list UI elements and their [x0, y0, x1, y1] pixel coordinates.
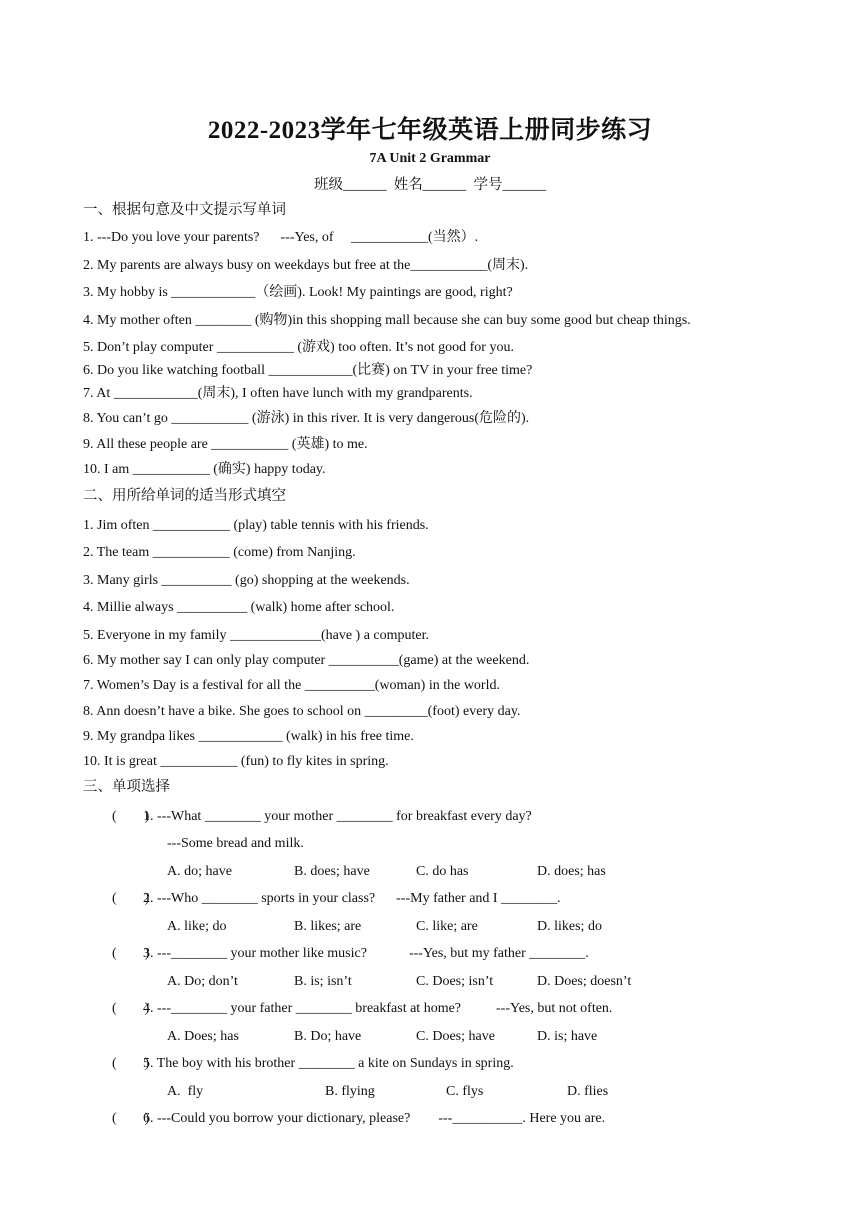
mc-option: C. flys: [446, 1084, 484, 1099]
answer-paren: ( ): [112, 1056, 150, 1071]
section1-item-1: 1. ---Do you love your parents? ---Yes, of ___________(当然）.: [83, 230, 479, 245]
section2-item-6: 6. My mother say I can only play computer __________(game) at the weekend.: [83, 653, 530, 668]
section1-item-7: 7. At ____________(周末), I often have lunch with my grandparents.: [83, 386, 473, 401]
section2-item-3: 3. Many girls __________ (go) shopping at the weekends.: [83, 573, 410, 588]
section2-item-10: 10. It is great ___________ (fun) to fly kites in spring.: [83, 754, 389, 769]
section1-item-2: 2. My parents are always busy on weekdays but free at the___________(周末).: [83, 258, 529, 273]
mc-option: D. flies: [567, 1084, 609, 1099]
mc-question-5: 5. The boy with his brother ________ a kite on Sundays in spring.: [143, 1056, 514, 1071]
mc-option: D. likes; do: [537, 919, 602, 934]
section2-item-9: 9. My grandpa likes ____________ (walk) in his free time.: [83, 729, 414, 744]
mc-option: B. flying: [325, 1084, 375, 1099]
section1-item-5: 5. Don’t play computer ___________ (游戏) too often. It’s not good for you.: [83, 340, 514, 355]
section2-item-7: 7. Women’s Day is a festival for all the __________(woman) in the world.: [83, 678, 500, 693]
mc-option: D. does; has: [537, 864, 606, 879]
section3-heading: 三、单项选择: [83, 779, 170, 795]
section1-item-8: 8. You can’t go ___________ (游泳) in this river. It is very dangerous(危险的).: [83, 411, 530, 426]
page-title: 2022-2023学年七年级英语上册同步练习: [207, 117, 653, 144]
mc-option: B. is; isn’t: [294, 974, 352, 989]
mc-question-1: 1. ---What ________ your mother ________ for breakfast every day?: [143, 809, 532, 824]
mc-answer-line-1: ---Some bread and milk.: [167, 836, 304, 851]
answer-paren: ( ): [112, 1001, 150, 1016]
section2-heading: 二、用所给单词的适当形式填空: [83, 488, 286, 504]
section1-item-9: 9. All these people are ___________ (英雄) to me.: [83, 437, 368, 452]
section1-heading: 一、根据句意及中文提示写单词: [83, 202, 286, 218]
mc-option: A. fly: [167, 1084, 204, 1099]
mc-option: C. like; are: [416, 919, 478, 934]
mc-question-6: 6. ---Could you borrow your dictionary, please? ---__________. Here you are.: [143, 1111, 606, 1126]
mc-option: B. likes; are: [294, 919, 362, 934]
mc-option: B. does; have: [294, 864, 370, 879]
page-subtitle: 7A Unit 2 Grammar: [369, 151, 491, 166]
section1-item-3: 3. My hobby is ____________（绘画). Look! My paintings are good, right?: [83, 285, 513, 300]
mc-option: B. Do; have: [294, 1029, 362, 1044]
mc-option: D. Does; doesn’t: [537, 974, 632, 989]
answer-paren: ( ): [112, 1111, 150, 1126]
mc-question-4: 4. ---________ your father ________ breakfast at home? ---Yes, but not often.: [143, 1001, 613, 1016]
mc-option: A. Do; don’t: [167, 974, 238, 989]
section1-item-6: 6. Do you like watching football ____________(比赛) on TV in your free time?: [83, 363, 533, 378]
mc-option: A. Does; has: [167, 1029, 239, 1044]
section1-item-10: 10. I am ___________ (确实) happy today.: [83, 462, 326, 477]
mc-option: C. Does; have: [416, 1029, 495, 1044]
section2-item-5: 5. Everyone in my family _____________(have ) a computer.: [83, 628, 430, 643]
mc-question-3: 3. ---________ your mother like music? ---Yes, but my father ________.: [143, 946, 589, 961]
student-info-line: 班级______ 姓名______ 学号______: [314, 177, 546, 193]
mc-question-2: 2. ---Who ________ sports in your class? ---My father and I ________.: [143, 891, 561, 906]
mc-option: C. do has: [416, 864, 469, 879]
mc-option: A. like; do: [167, 919, 227, 934]
section2-item-8: 8. Ann doesn’t have a bike. She goes to school on _________(foot) every day.: [83, 704, 521, 719]
section1-item-4: 4. My mother often ________ (购物)in this shopping mall because she can buy some good but cheap things.: [83, 313, 691, 328]
answer-paren: ( ): [112, 946, 150, 961]
mc-option: A. do; have: [167, 864, 232, 879]
section2-item-1: 1. Jim often ___________ (play) table tennis with his friends.: [83, 518, 429, 533]
answer-paren: ( ): [112, 809, 150, 824]
answer-paren: ( ): [112, 891, 150, 906]
mc-option: C. Does; isn’t: [416, 974, 494, 989]
mc-option: D. is; have: [537, 1029, 598, 1044]
section2-item-4: 4. Millie always __________ (walk) home after school.: [83, 600, 395, 615]
section2-item-2: 2. The team ___________ (come) from Nanjing.: [83, 545, 356, 560]
